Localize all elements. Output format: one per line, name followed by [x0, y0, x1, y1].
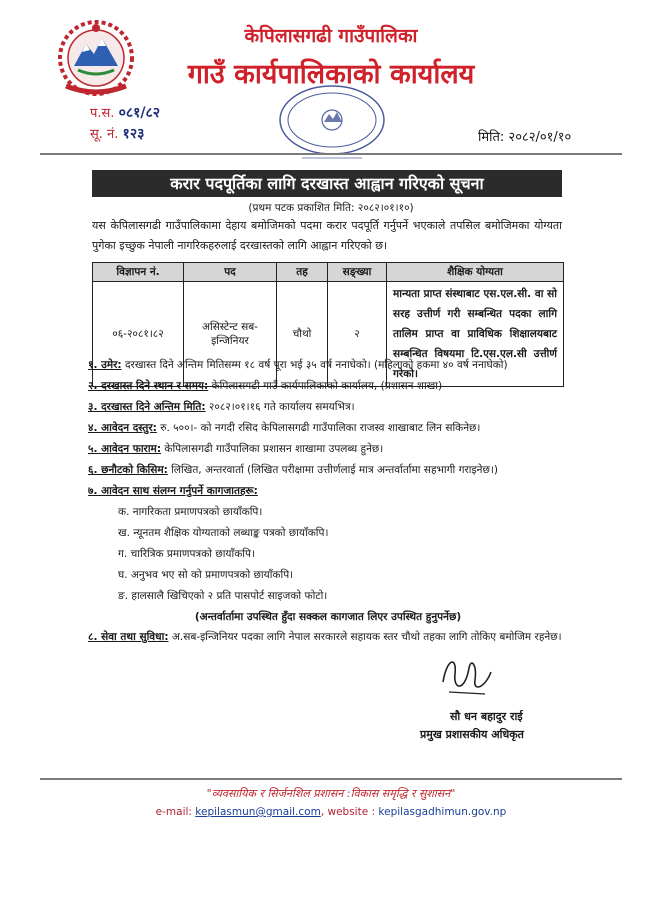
item-selection: ६. छनौटको किसिम: लिखित, अन्तरवार्ता (लिखित परीक्षामा उत्तीर्णलाई मात्र अन्तर्वार्तामा सहभागी गराइनेछ।) — [88, 464, 498, 476]
item-place: २. दरखास्त दिने स्थान र समय: केपिलासगढी गाउँ कार्यपालिकाको कार्यालय, (प्रशासन शाखा) — [88, 380, 443, 392]
notice-intro: यस केपिलासगढी गाउँपालिकामा देहाय बमोजिमको पदमा करार पदपूर्ति गर्नुपर्ने भएकाले तपसिल बमोजिमका योग्यता पुगेका इच्छुक नेपाली नागरिकहरुलाई दरखास्तको लागि आह्वान गरिएको छ। — [92, 219, 562, 252]
cell-ad-no: ०६-२०८१।८२ — [93, 282, 184, 387]
signatory-title: प्रमुख प्रशासकीय अधिकृत — [420, 728, 524, 741]
header-level: तह — [277, 263, 328, 282]
list-item: ङ. हालसालै खिचिएको २ प्रति पासपोर्ट साइजको फोटो। — [118, 590, 328, 602]
notice-items — [88, 355, 568, 647]
cell-count: २ — [328, 282, 387, 387]
signature — [435, 652, 495, 700]
website-link[interactable]: kepilasgadhimun.gov.np — [378, 806, 507, 818]
header-qualification: शैक्षिक योग्यता — [387, 263, 564, 282]
item-benefits: ८. सेवा तथा सुविधा: अ.सब-इन्जिनियर पदका लागि नेपाल सरकारले सहायक स्तर चौथो तहका लागि तोकिए बमोजिम रहनेछ। — [88, 631, 562, 643]
dispatch-number: सू. नं. १२३ — [90, 126, 145, 142]
table-header-row — [93, 263, 564, 282]
office-motto: "व्यवसायिक र सिर्जनशिल प्रशासन :विकास समृद्धि र सुशासन" — [206, 787, 456, 800]
letter-date: मिति: २०८२/०१/१० — [478, 130, 572, 145]
header-post: पद — [184, 263, 277, 282]
municipality-name: केपिलासगढी गाउँपालिका — [244, 25, 418, 47]
list-item: ख. न्यूनतम शैक्षिक योग्यताको लब्धाङ्क पत्रको छायाँकपि। — [118, 527, 329, 539]
cell-qualification: मान्यता प्राप्त संस्थाबाट एस.एल.सी. वा सो सरह उत्तीर्ण गरी सम्बन्धित पदका लागि तालिम प्राप्त वा प्राविधिक शिक्षालयबाट सम्बन्धित विषयमा टि.एस.एल.सी उत्तीर्ण गरेको। — [387, 282, 564, 387]
office-stamp — [272, 70, 392, 175]
list-item: घ. अनुभव भए सो को प्रमाणपत्रको छायाँकपि। — [118, 569, 294, 581]
item-age: १. उमेर: दरखास्त दिने अन्तिम मितिसम्म १८ वर्ष पूरा भई ३५ वर्ष ननाघेको। (महिलाको हकमा ४० वर्ष ननाघेको) — [88, 359, 508, 371]
interview-note: (अन्तर्वार्तामा उपस्थित हुँदा सक्कल कागजात लिएर उपस्थित हुनुपर्नेछ) — [194, 611, 462, 623]
item-form: ५. आवेदन फाराम: केपिलासगढी गाउँपालिका प्रशासन शाखामा उपलब्ध हुनेछ। — [88, 443, 384, 455]
list-item: क. नागरिकता प्रमाणपत्रको छायाँकपि। — [118, 506, 263, 518]
reference-number: प.स. ०८१/८२ — [90, 105, 161, 121]
header-count: सङ्ख्या — [328, 263, 387, 282]
footer-divider — [40, 778, 622, 780]
first-published-date: (प्रथम पटक प्रकाशित मिति: २०८२।०१।१०) — [248, 202, 414, 214]
item-fee: ४. आवेदन दस्तुर: रु. ५००।- को नगदी रसिद केपिलासगढी गाउँपालिका राजस्व शाखाबाट लिन सकिनेछ। — [88, 422, 481, 434]
cell-post: असिस्टेन्ट सब-इन्जिनियर — [184, 282, 277, 387]
item-deadline: ३. दरखास्त दिने अन्तिम मिति: २०८२।०१।१६ गते कार्यालय समयभित्र। — [88, 401, 355, 413]
list-item: ग. चारित्रिक प्रमाणपत्रको छायाँकपि। — [118, 548, 255, 560]
notice-title: करार पदपूर्तिका लागि दरखास्त आह्वान गरिएको सूचना — [92, 170, 562, 197]
item-documents: ७. आवेदन साथ संलग्न गर्नुपर्ने कागजातहरू: — [88, 485, 258, 497]
contact-info: e-mail: kepilasmun@gmail.com, website : kepilasgadhimun.gov.np — [155, 806, 507, 818]
cell-level: चौथो — [277, 282, 328, 387]
header-divider — [40, 153, 622, 155]
email-link[interactable]: kepilasmun@gmail.com — [195, 806, 321, 818]
signatory-name: सौ धन बहादुर राई — [450, 710, 523, 723]
header-ad-no: विज्ञापन नं. — [93, 263, 184, 282]
office-name: गाउँ कार्यपालिकाको कार्यालय — [187, 59, 475, 90]
